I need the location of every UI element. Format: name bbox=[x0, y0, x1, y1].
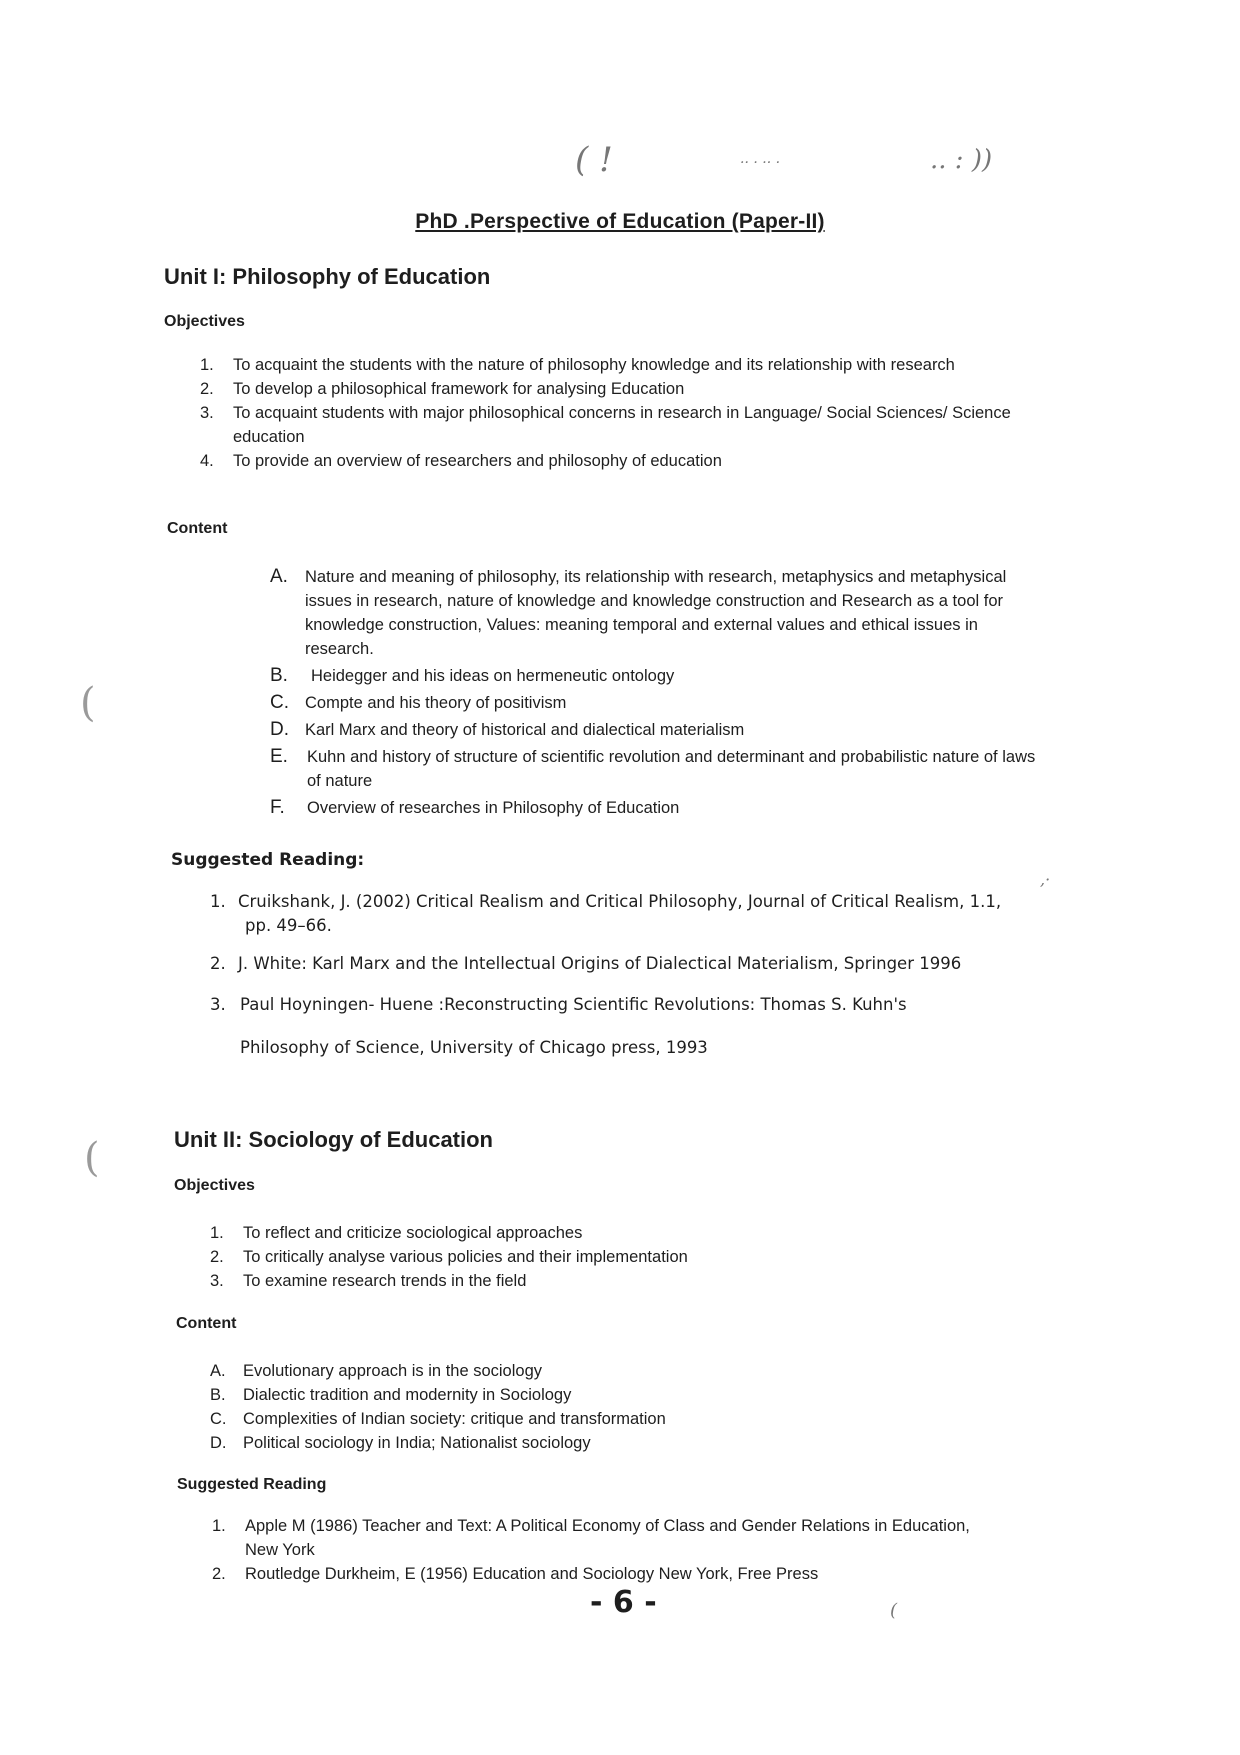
unit1-heading: Unit I: Philosophy of Education bbox=[164, 264, 491, 289]
list-item: 3. To acquaint students with major philosophical concerns in research in Language/ Social Sciences/ Science education bbox=[200, 404, 1011, 446]
list-item: E. Kuhn and history of structure of scientific revolution and determinant and probabilistic nature of laws of nature bbox=[270, 746, 1036, 790]
list-item: 1. Apple M (1986) Teacher and Text: A Political Economy of Class and Gender Relations in Education, New York bbox=[212, 1517, 970, 1559]
unit1-content-list bbox=[270, 565, 1040, 820]
list-item: 1. Cruikshank, J. (2002) Critical Realism and Critical Philosophy, Journal of Critical Realism, 1.1, pp. 49–66. bbox=[210, 892, 1002, 935]
unit2-heading: Unit II: Sociology of Education bbox=[174, 1127, 493, 1152]
list-item: 2. Routledge Durkheim, E (1956) Education and Sociology New York, Free Press bbox=[212, 1565, 819, 1583]
handwritten-tick: ,· bbox=[1040, 870, 1051, 889]
list-item: D. Karl Marx and theory of historical and dialectical materialism bbox=[270, 719, 745, 740]
unit2-content-label: Content bbox=[176, 1315, 237, 1332]
unit1-reading-label: Suggested Reading: bbox=[171, 850, 365, 870]
list-item: 2. To develop a philosophical framework for analysing Education bbox=[200, 380, 685, 398]
list-item: 3. Paul Hoyningen- Huene :Reconstructing Scientific Revolutions: Thomas S. Kuhn's Philosophy of Science, University of Chicago press, 1993 bbox=[210, 995, 907, 1057]
unit2-objectives-label: Objectives bbox=[174, 1177, 255, 1194]
list-item: 1. To reflect and criticize sociological approaches bbox=[210, 1224, 583, 1242]
page-title: PhD .Perspective of Education (Paper-II) bbox=[415, 210, 825, 233]
margin-bracket-mark: ( bbox=[80, 680, 96, 726]
unit1-objectives-list bbox=[200, 353, 1060, 473]
list-item: 2. J. White: Karl Marx and the Intellectual Origins of Dialectical Materialism, Springer 1996 bbox=[210, 954, 962, 973]
list-item: B. Heidegger and his ideas on hermeneutic ontology bbox=[270, 665, 675, 686]
page-number: - 6 - bbox=[590, 1585, 657, 1620]
handwritten-scribble: .. : )) bbox=[930, 145, 993, 175]
unit2-reading-label: Suggested Reading bbox=[177, 1476, 327, 1493]
margin-bracket-mark: ( bbox=[84, 1135, 100, 1181]
unit1-reading-list bbox=[210, 890, 1060, 1060]
unit2-objectives-list bbox=[210, 1221, 1010, 1293]
handwritten-scribble: ·· · ·· · bbox=[740, 155, 781, 171]
list-item: B. Dialectic tradition and modernity in Sociology bbox=[210, 1386, 572, 1404]
unit1-objectives-label: Objectives bbox=[164, 313, 245, 330]
unit2-content-list bbox=[210, 1359, 1010, 1455]
list-item: C. Complexities of Indian society: critique and transformation bbox=[210, 1410, 666, 1428]
list-item: 2. To critically analyse various policies and their implementation bbox=[210, 1248, 688, 1266]
unit2-reading-list bbox=[212, 1514, 1002, 1586]
list-item: C. Compte and his theory of positivism bbox=[270, 692, 567, 713]
list-item: D. Political sociology in India; Nationalist sociology bbox=[210, 1434, 591, 1452]
list-item: 3. To examine research trends in the field bbox=[210, 1272, 527, 1290]
unit1-content-label: Content bbox=[167, 520, 228, 537]
handwritten-scribble: ( ! bbox=[575, 140, 613, 180]
list-item: F. Overview of researches in Philosophy of Education bbox=[270, 797, 680, 818]
list-item: A. Evolutionary approach is in the sociology bbox=[210, 1362, 543, 1380]
handwritten-tick: ( bbox=[890, 1600, 898, 1621]
list-item: A. Nature and meaning of philosophy, its relationship with research, metaphysics and metaphysical issues in research, nature of knowledge and knowledge construction and Research as a tool for knowledge construction, Values: meaning temporal and external values and ethical issues in research. bbox=[270, 566, 1007, 658]
list-item: 1. To acquaint the students with the nature of philosophy knowledge and its relationship with research bbox=[200, 356, 955, 374]
list-item: 4. To provide an overview of researchers and philosophy of education bbox=[200, 452, 722, 470]
